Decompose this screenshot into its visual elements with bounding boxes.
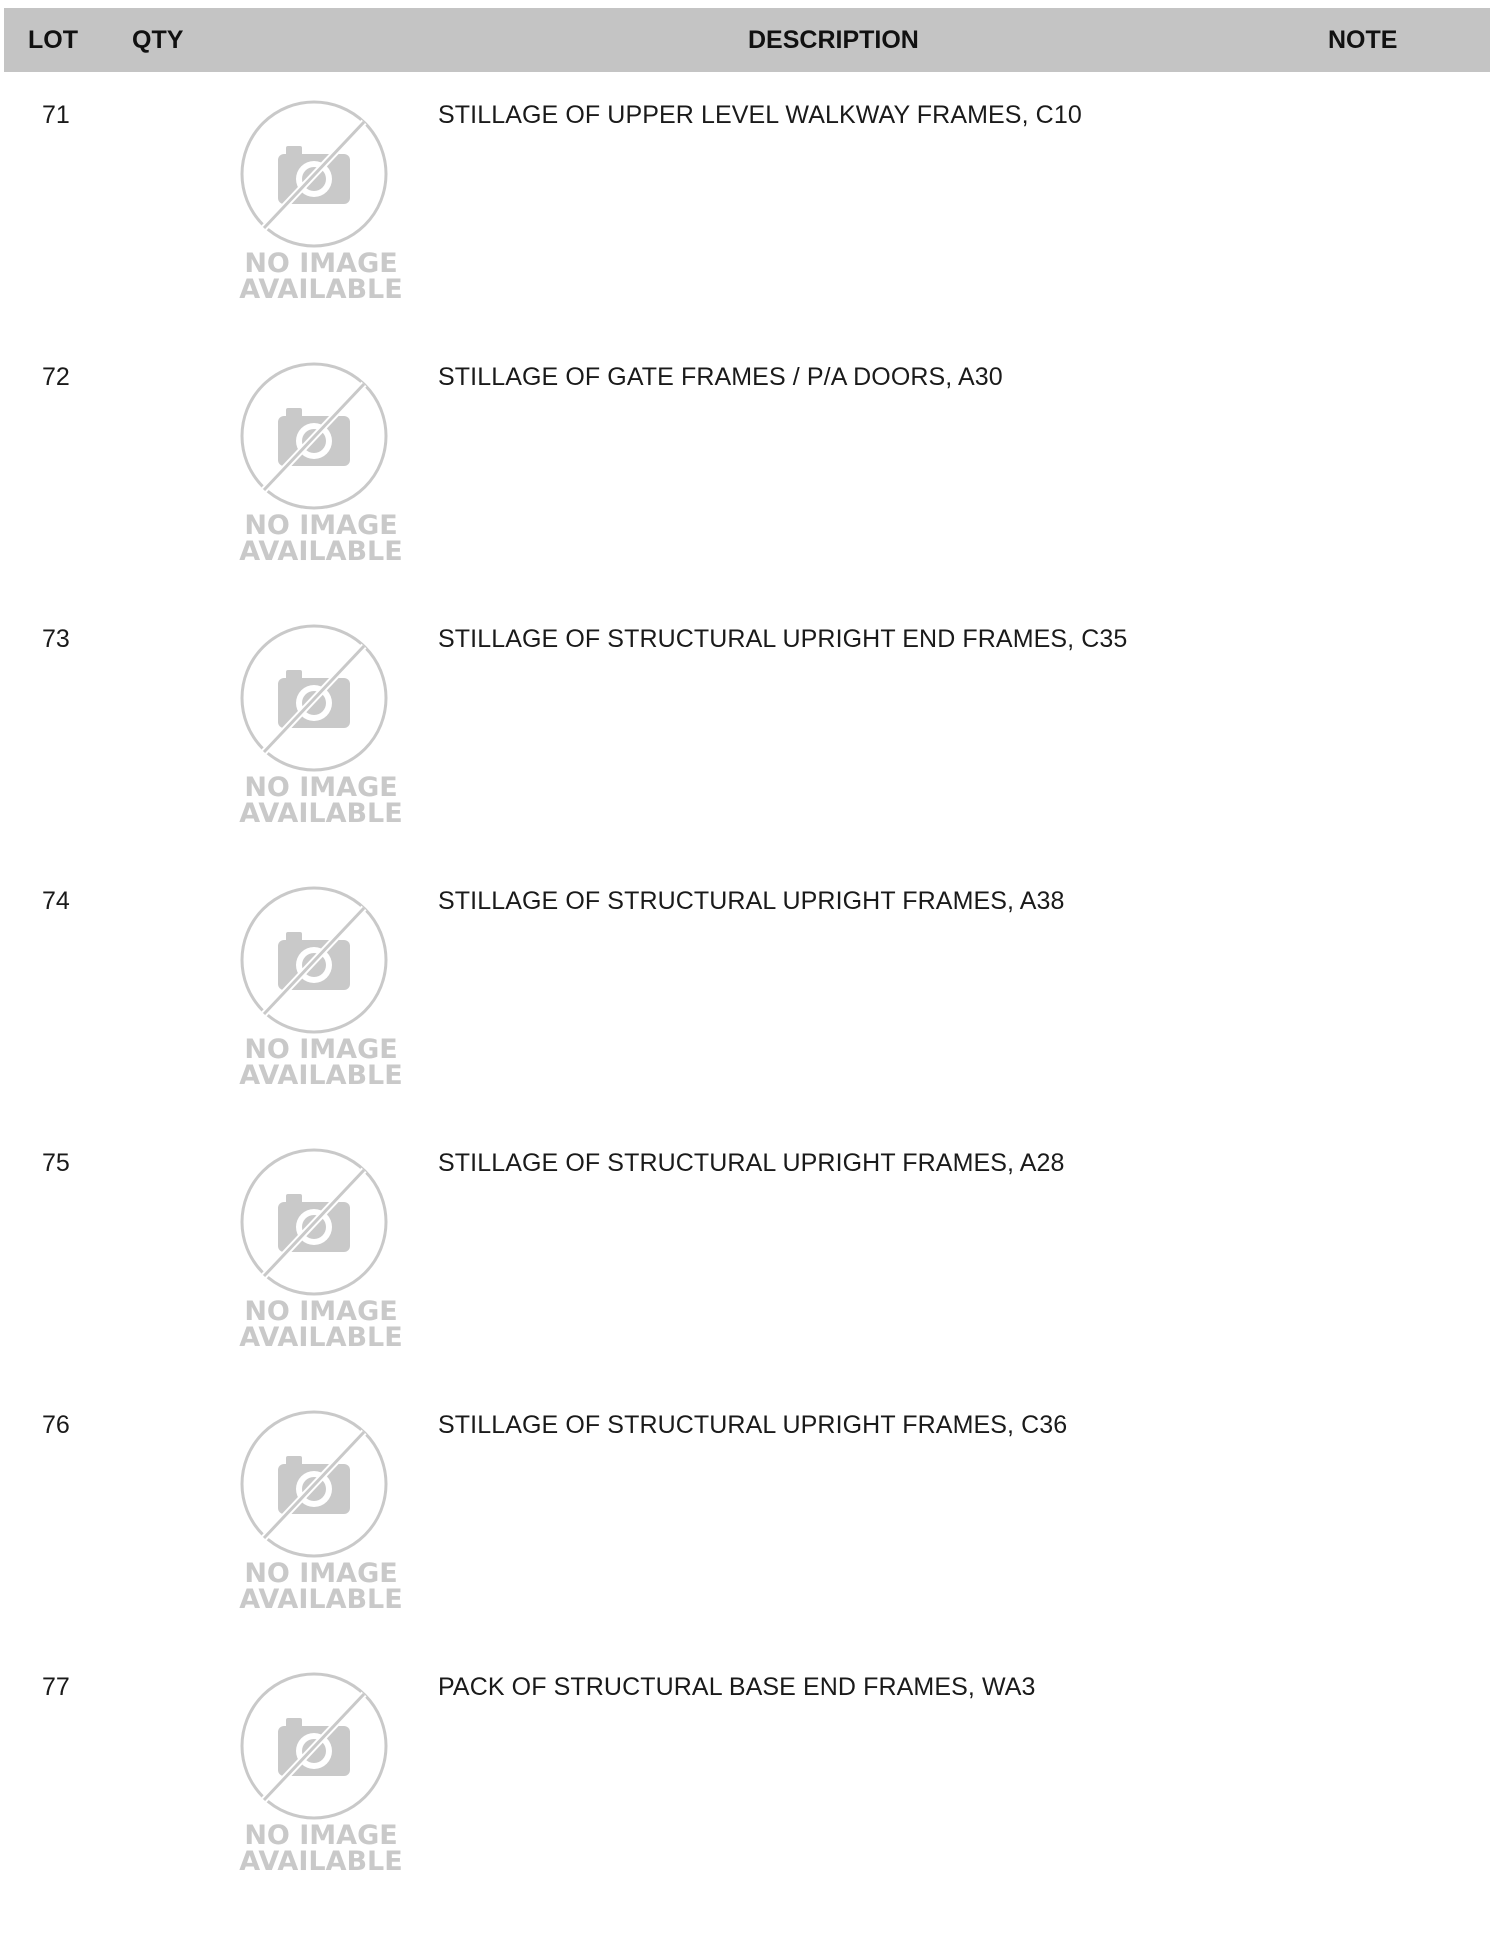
no-image-icon <box>218 624 426 826</box>
table-header <box>4 8 1490 72</box>
table-row <box>0 100 1493 362</box>
lot-number: 73 <box>42 625 70 653</box>
lot-number: 74 <box>42 887 70 915</box>
no-image-placeholder <box>218 886 426 1088</box>
header-note: NOTE <box>1328 26 1398 54</box>
no-image-placeholder <box>218 362 426 564</box>
no-image-line1: NO IMAGE <box>244 248 398 279</box>
lot-description: PACK OF STRUCTURAL BASE END FRAMES, WA3 <box>438 1673 1036 1701</box>
no-image-icon <box>218 886 426 1088</box>
lot-number: 72 <box>42 363 70 391</box>
no-image-icon <box>218 1672 426 1874</box>
lot-number: 77 <box>42 1673 70 1701</box>
no-image-line1: NO IMAGE <box>244 1034 398 1065</box>
no-image-line2: AVAILABLE <box>239 1584 403 1612</box>
no-image-line2: AVAILABLE <box>239 1846 403 1874</box>
no-image-line1: NO IMAGE <box>244 510 398 541</box>
no-image-line1: NO IMAGE <box>244 1558 398 1589</box>
lot-description: STILLAGE OF STRUCTURAL UPRIGHT FRAMES, A28 <box>438 1149 1065 1177</box>
no-image-icon <box>218 100 426 302</box>
table-row <box>0 1410 1493 1672</box>
header-description: DESCRIPTION <box>748 26 919 54</box>
table-row <box>0 886 1493 1148</box>
no-image-icon <box>218 1148 426 1350</box>
table-row <box>0 1148 1493 1410</box>
no-image-line2: AVAILABLE <box>239 1060 403 1088</box>
table-row <box>0 624 1493 886</box>
no-image-icon <box>218 362 426 564</box>
table-row <box>0 362 1493 624</box>
table-row <box>0 1672 1493 1934</box>
lot-number: 75 <box>42 1149 70 1177</box>
header-qty: QTY <box>132 26 184 54</box>
lot-description: STILLAGE OF STRUCTURAL UPRIGHT END FRAMES, C35 <box>438 625 1128 653</box>
lot-description: STILLAGE OF STRUCTURAL UPRIGHT FRAMES, A38 <box>438 887 1065 915</box>
no-image-line1: NO IMAGE <box>244 1820 398 1851</box>
no-image-placeholder <box>218 100 426 302</box>
no-image-placeholder <box>218 624 426 826</box>
no-image-line2: AVAILABLE <box>239 798 403 826</box>
lot-list <box>0 100 1493 1934</box>
no-image-line2: AVAILABLE <box>239 1322 403 1350</box>
lot-number: 71 <box>42 101 70 129</box>
no-image-icon <box>218 1410 426 1612</box>
header-lot: LOT <box>28 26 78 54</box>
no-image-placeholder <box>218 1672 426 1874</box>
no-image-placeholder <box>218 1148 426 1350</box>
no-image-line2: AVAILABLE <box>239 536 403 564</box>
no-image-line2: AVAILABLE <box>239 274 403 302</box>
lot-description: STILLAGE OF UPPER LEVEL WALKWAY FRAMES, C10 <box>438 101 1082 129</box>
lot-description: STILLAGE OF GATE FRAMES / P/A DOORS, A30 <box>438 363 1003 391</box>
no-image-line1: NO IMAGE <box>244 1296 398 1327</box>
no-image-line1: NO IMAGE <box>244 772 398 803</box>
lot-number: 76 <box>42 1411 70 1439</box>
no-image-placeholder <box>218 1410 426 1612</box>
lot-description: STILLAGE OF STRUCTURAL UPRIGHT FRAMES, C36 <box>438 1411 1068 1439</box>
